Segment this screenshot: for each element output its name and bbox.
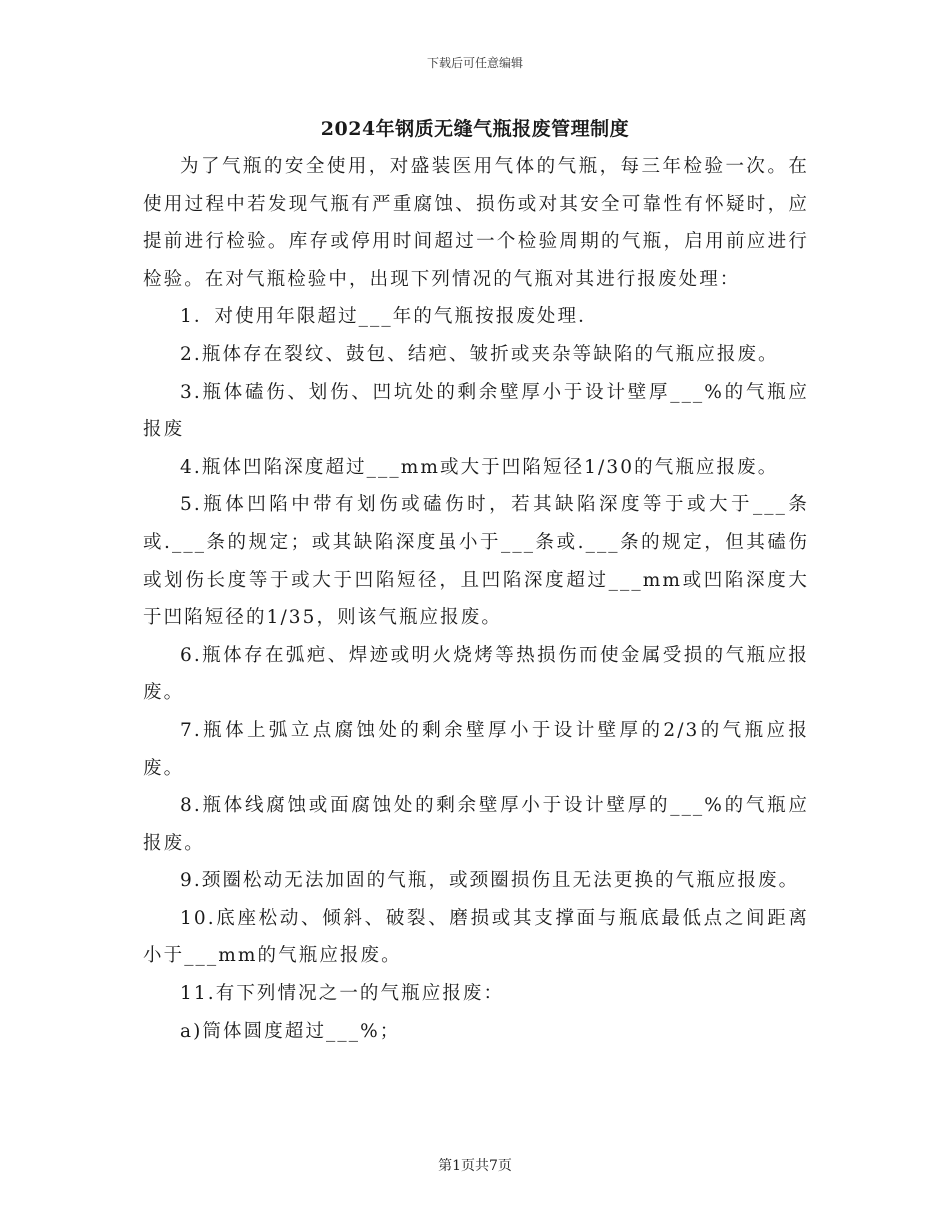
paragraph-item-10: 10.底座松动、倾斜、破裂、磨损或其支撑面与瓶底最低点之间距离小于___mm的气瓶应报废。	[143, 907, 809, 967]
paragraph-item-3: 3.瓶体磕伤、划伤、凹坑处的剩余壁厚小于设计壁厚___%的气瓶应报废	[143, 381, 809, 441]
paragraph-item-4: 4.瓶体凹陷深度超过___mm或大于凹陷短径1/30的气瓶应报废。	[180, 456, 779, 478]
document-title: 2024年钢质无缝气瓶报废管理制度	[320, 118, 630, 140]
paragraph-item-2: 2.瓶体存在裂纹、鼓包、结疤、皱折或夹杂等缺陷的气瓶应报废。	[180, 343, 779, 365]
paragraph-item-9: 9.颈圈松动无法加固的气瓶，或颈圈损伤且无法更换的气瓶应报废。	[180, 870, 800, 892]
paragraph-item-5: 5.瓶体凹陷中带有划伤或磕伤时，若其缺陷深度等于或大于___条或.___条的规定；或其缺陷深度虽小于___条或.___条的规定，但其磕伤或划伤长度等于或大于凹陷短径，且凹陷深度超过___mm或凹陷深度大于凹陷短径的1/35，则该气瓶应报废。	[143, 494, 809, 629]
page-number: 第1页共7页	[438, 1158, 512, 1174]
paragraph-item-11a: a)筒体圆度超过___%；	[180, 1020, 401, 1042]
paragraph-item-7: 7.瓶体上弧立点腐蚀处的剩余壁厚小于设计壁厚的2/3的气瓶应报废。	[143, 719, 809, 779]
paragraph-item-11: 11.有下列情况之一的气瓶应报废：	[180, 983, 505, 1005]
paragraph-item-6: 6.瓶体存在弧疤、焊迹或明火烧烤等热损伤而使金属受损的气瓶应报废。	[143, 644, 809, 704]
paragraph-item-1: 1．对使用年限超过___年的气瓶按报废处理．	[180, 306, 599, 328]
paragraph-intro: 为了气瓶的安全使用，对盛装医用气体的气瓶，每三年检验一次。在使用过程中若发现气瓶有严重腐蚀、损伤或对其安全可靠性有怀疑时，应提前进行检验。库存或停用时间超过一个检验周期的气瓶，启用前应进行检验。在对气瓶检验中，出现下列情况的气瓶对其进行报废处理：	[143, 156, 809, 290]
document-body	[143, 148, 809, 1050]
header-note: 下载后可任意编辑	[426, 56, 523, 70]
paragraph-item-8: 8.瓶体线腐蚀或面腐蚀处的剩余壁厚小于设计壁厚的___%的气瓶应报废。	[143, 795, 809, 854]
